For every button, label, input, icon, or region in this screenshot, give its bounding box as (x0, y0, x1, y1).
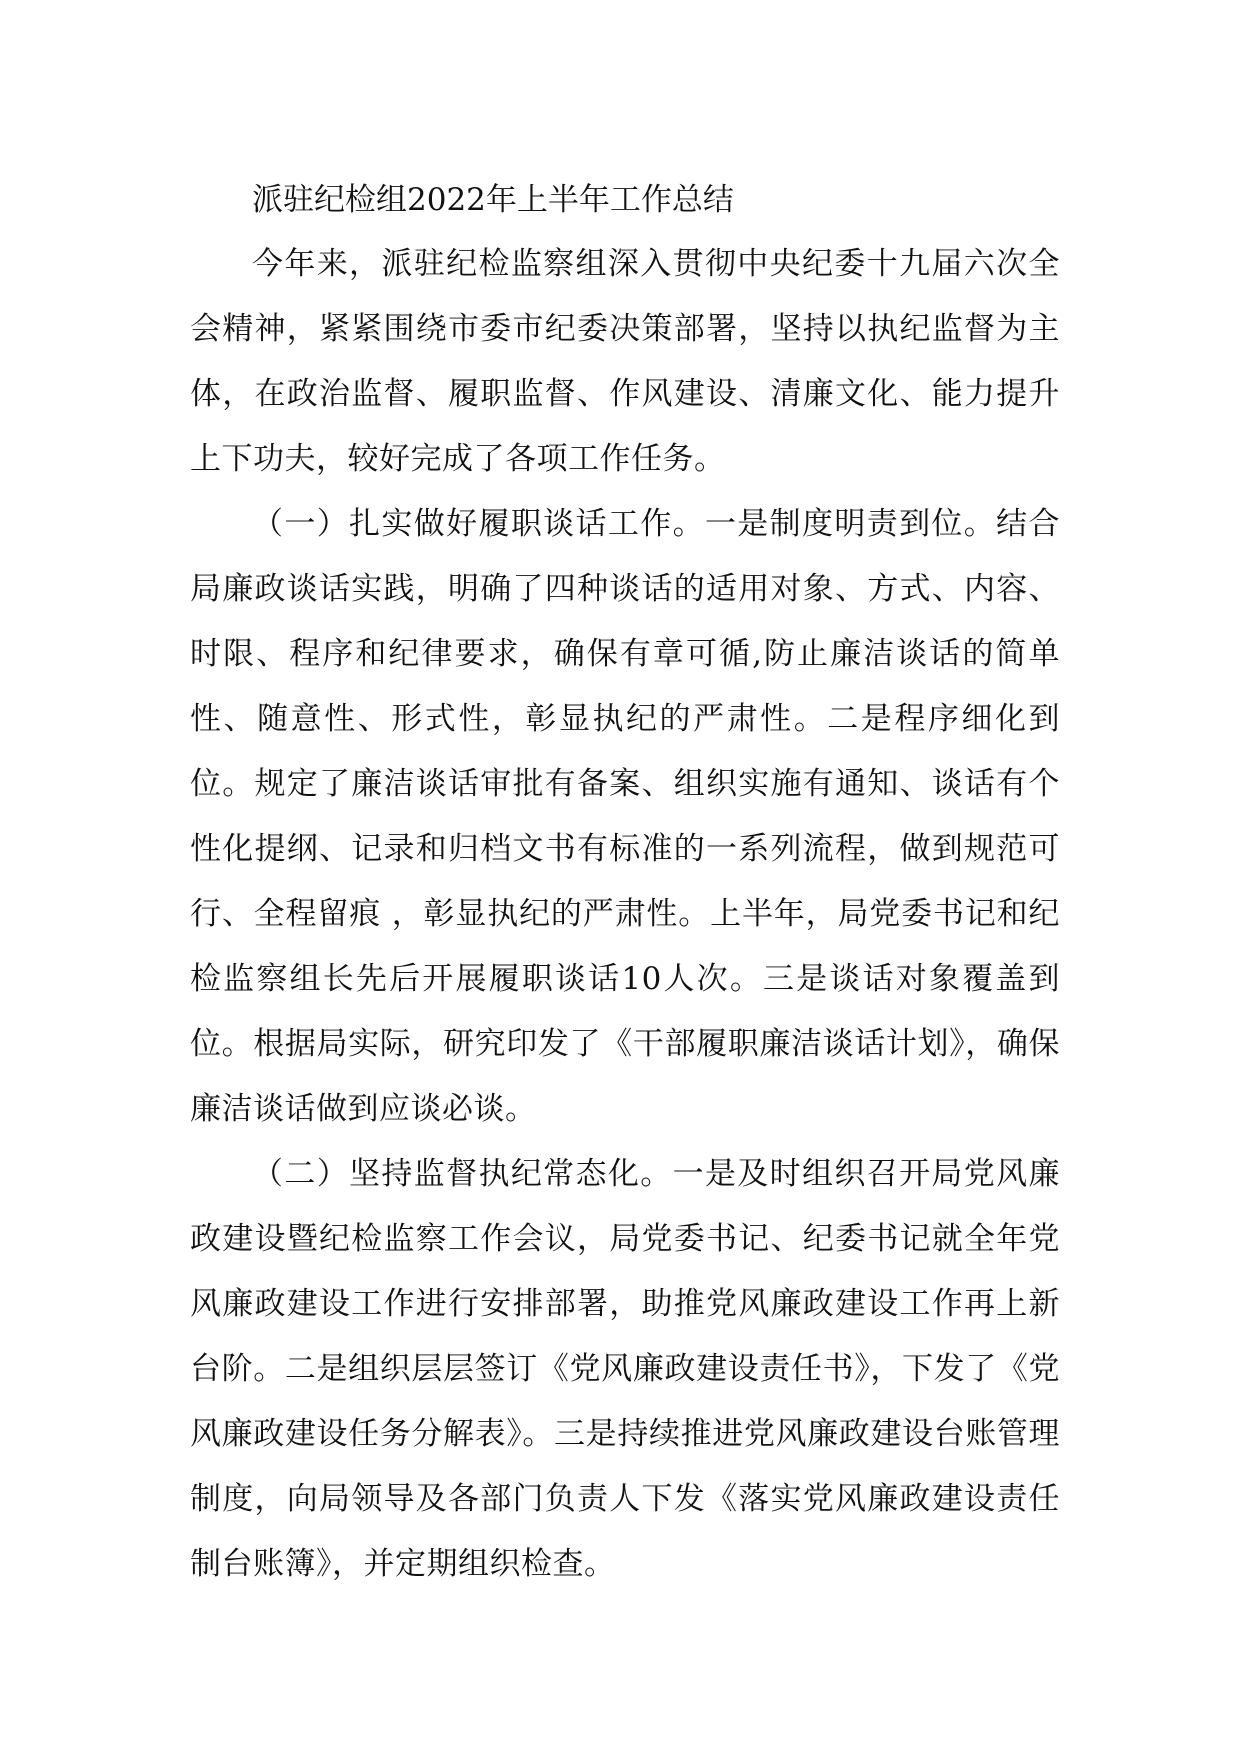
paragraph-section-1: （一）扎实做好履职谈话工作。一是制度明责到位。结合局廉政谈话实践，明确了四种谈话的适用对象、方式、内容、时限、程序和纪律要求，确保有章可循,防止廉洁谈话的简单性、随意性、形式性，彰显执纪的严肃性。二是程序细化到位。规定了廉洁谈话审批有备案、组织实施有通知、谈话有个性化提纲、记录和归档文书有标准的一系列流程，做到规范可行、全程留痕 ，彰显执纪的严肃性。上半年，局党委书记和纪检监察组长先后开展履职谈话10人次。三是谈话对象覆盖到位。根据局实际，研究印发了《干部履职廉洁谈话计划》，确保廉洁谈话做到应谈必谈。 (190, 506, 1060, 1127)
paragraph-section-2: （二）坚持监督执纪常态化。一是及时组织召开局党风廉政建设暨纪检监察工作会议，局党委书记、纪委书记就全年党风廉政建设工作进行安排部署，助推党风廉政建设工作再上新台阶。二是组织层层签订《党风廉政建设责任书》，下发了《党风廉政建设任务分解表》。三是持续推进党风廉政建设台账管理制度，向局领导及各部门负责人下发《落实党风廉政建设责任制台账簿》，并定期组织检查。 (190, 1156, 1060, 1582)
document-body (190, 168, 1060, 1597)
paragraph-intro: 今年来，派驻纪检监察组深入贯彻中央纪委十九届六次全会精神，紧紧围绕市委市纪委决策部署，坚持以执纪监督为主体，在政治监督、履职监督、作风建设、清廉文化、能力提升上下功夫，较好完成了各项工作任务。 (190, 246, 1060, 477)
document-title: 派驻纪检组2022年上半年工作总结 (252, 182, 734, 218)
